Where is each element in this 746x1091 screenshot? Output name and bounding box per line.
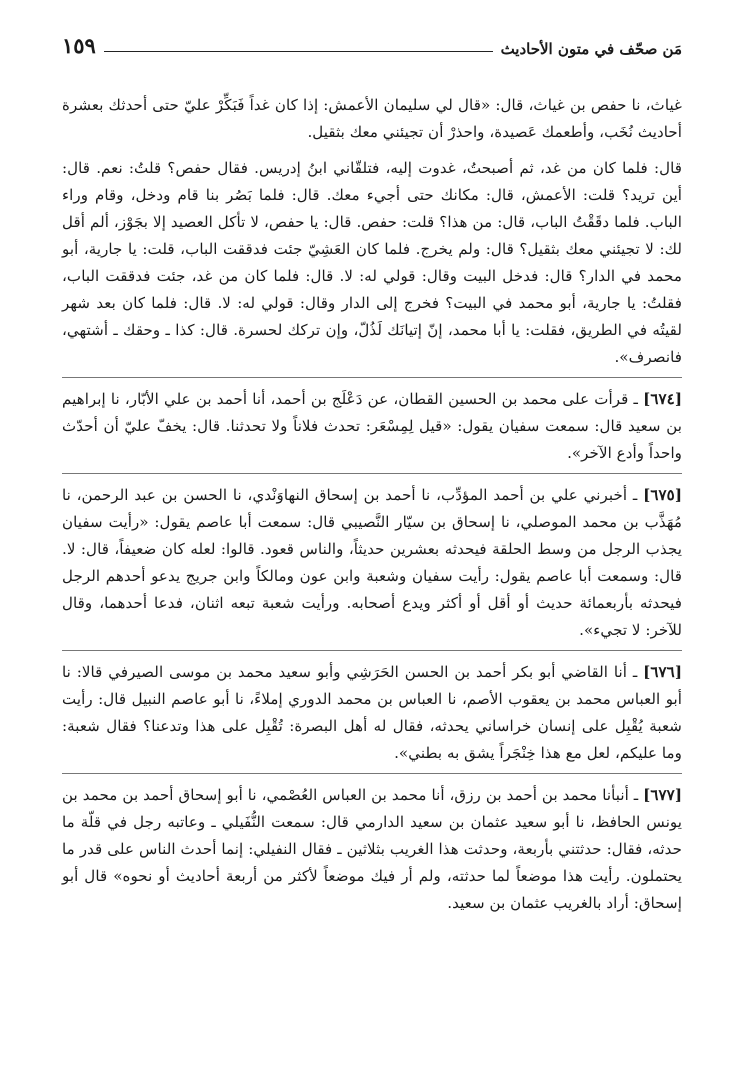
paragraph-intro-1	[62, 92, 682, 146]
running-title: مَن صحّف في متون الأحاديث	[500, 40, 682, 58]
paragraph-text: قال: فلما كان من غد، ثم أصبحتُ، غدوت إليه، فتلقّاني ابنُ إدريس. فقال حفص؟ قلتُ: نعم. قال: أين تريد؟ قلت: الأعمش، قال: مكانك حتى أجيء معك. قال: فلما بَصُر بنا قام ودخل، وقام وراء الباب. فلما دقَقْتُ الباب، قال: من هذا؟ قلت: حفص. قال: يا حفص، لا تأكل العصيد إلا بجَوْز، ألم أقل لك: لا تجيئني معك بثقيل؟ قال: ولم يخرج. فلما كان العَشِيّ جئت فدققت الباب، قلت: يا جارية، أبو محمد في الدار؟ قال: فدخل البيت وقال: قولي له: لا. قال: فلما كان من غد، جئت فدققت الباب، فقلتُ: يا جارية، أبو محمد في البيت؟ فخرج إلى الدار وقال: قولي له: لا. قال: فلما كان بعد شهر لقيتُه في الطريق، فقلت: يا أبا محمد، إنّ إتيانَك لَذُلّ، وإن تركك لحسرة. قال: كذا ـ وحقك ـ أشتهي، فانصرف».	[62, 159, 682, 366]
section-divider	[62, 773, 682, 774]
hadith-677	[62, 782, 682, 917]
paragraph-text: ـ أخبرني علي بن أحمد المؤدِّب، نا أحمد بن إسحاق النهاوَنْدي، نا الحسن بن عبد الرحمن، نا مُهَذَّب بن محمد الموصلي، نا إسحاق بن سيّار النَّصيبي قال: سمعت أبا عاصم يقول: «رأيت سفيان يجذب الرجل من وسط الحلقة فيحدثه بعشرين حديثاً، والناس قعود. قالوا: لعله كان ضعيفاً، قال: لا. قال: وسمعت أبا عاصم يقول: رأيت سفيان وشعبة وابن عون ومالكاً وابن جريج يدعو أحدهم الرجل فيحدثه بأربعمائة حديث أو أقل أو أكثر ويدع أصحابه. ورأيت شعبة تبعه اثنان، فدعا أحدهما، وقال للآخر: لا تجيء».	[62, 486, 682, 639]
hadith-674	[62, 386, 682, 467]
hadith-676	[62, 659, 682, 767]
hadith-number: [٦٧٦]	[643, 663, 682, 681]
page-header	[62, 28, 682, 58]
paragraph-intro-2	[62, 155, 682, 371]
section-divider	[62, 377, 682, 378]
section-divider	[62, 473, 682, 474]
hadith-number: [٦٧٧]	[643, 786, 682, 804]
paragraph-text: ـ قرأت على محمد بن الحسين القطان، عن دَعْلَج بن أحمد، أنا أحمد بن علي الأبّار، نا إبراهيم بن سعيد قال: سمعت سفيان يقول: «قيل لِمِسْعَر: تحدث فلاناً ولا تحدثنا. قال: يخفّ عليّ أن أحدّث واحداً وأدع الآخر».	[62, 390, 682, 462]
section-divider	[62, 650, 682, 651]
paragraph-text: ـ أنبأنا محمد بن أحمد بن رزق، أنا محمد بن العباس العُصْمي، نا أبو إسحاق أحمد بن محمد بن يونس الحافظ، نا أبو سعيد عثمان بن سعيد الدارمي قال: سمعت النُّفَيلي ـ وعاتبه رجل في قلّة ما حدثه، فقال: حدثتني بأربعة، وحدثت هذا الغريب بثلاثين ـ فقال النفيلي: إنما أحدث الناس على قدر ما يحتملون. رأيت هذا موضعاً لما حدثته، ولم أر فيك موضعاً لأكثر من أربعة أحاديث أو نحوه» قال أبو إسحاق: أراد بالغريب عثمان بن سعيد.	[62, 786, 682, 912]
paragraph-text: غياث، نا حفص بن غياث، قال: «قال لي سليمان الأعمش: إذا كان غداً فَبَكِّرْ عليّ حتى أحدثك بعشرة أحاديث نُخَب، وأطعمك عَصيدة، واحذرْ أن تجيئني معك بثقيل.	[62, 96, 682, 141]
page-number: ١٥٩	[62, 33, 96, 58]
hadith-number: [٦٧٥]	[643, 486, 683, 504]
hadith-675	[62, 482, 682, 644]
hadith-number: [٦٧٤]	[643, 390, 683, 408]
header-rule	[104, 51, 493, 52]
paragraph-text: ـ أنا القاضي أبو بكر أحمد بن الحسن الحَرَشِي وأبو سعيد محمد بن موسى الصيرفي قالا: نا أبو العباس محمد بن يعقوب الأصم، نا العباس بن محمد الدوري إملاءً، نا أبو عاصم النبيل قال: رأيت شعبة يُقْبِل على إنسان خراساني يحدثه، فقال له أهل البصرة: تُقْبِل على هذا وتدعنا؟ فقال شعبة: وما عليكم، لعل مع هذا خِنْجَراً يشق به بطني».	[62, 663, 682, 762]
